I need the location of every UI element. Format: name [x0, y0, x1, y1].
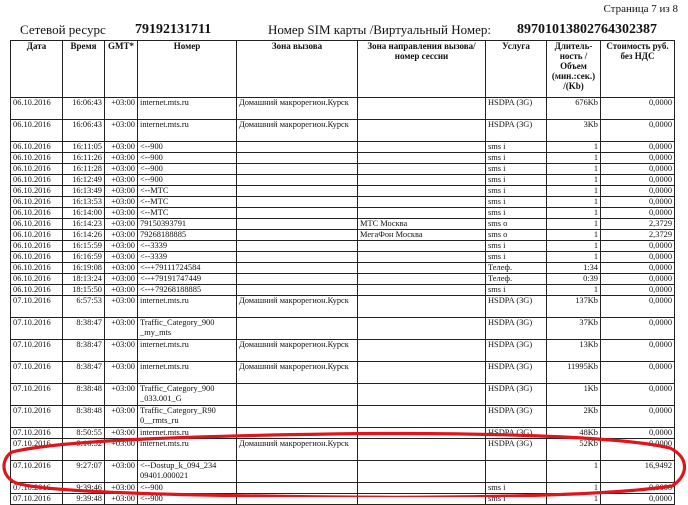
cell-duration: 1 [547, 230, 601, 241]
cell-number: internet.mts.ru [138, 296, 237, 318]
cell-zone [237, 175, 358, 186]
cell-service: sms i [486, 241, 547, 252]
cell-cost: 0,0000 [601, 340, 675, 362]
cell-time: 16:11:26 [63, 153, 105, 164]
cell-time: 16:11:28 [63, 164, 105, 175]
cell-date: 06.10.2016 [11, 120, 63, 142]
table-row [11, 406, 675, 428]
billing-table [10, 40, 675, 505]
cell-zone [237, 483, 358, 494]
cell-date: 06.10.2016 [11, 197, 63, 208]
cell-cost: 0,0000 [601, 252, 675, 263]
cell-cost: 0,0000 [601, 428, 675, 439]
cell-number: internet.mts.ru [138, 428, 237, 439]
cell-zone: Домашний макрорегион.Курск [237, 439, 358, 461]
cell-duration: 1 [547, 461, 601, 483]
cell-duration: 1 [547, 186, 601, 197]
cell-time: 8:38:47 [63, 318, 105, 340]
cell-duration: 3Kb [547, 120, 601, 142]
cell-gmt: +03:00 [105, 461, 138, 483]
cell-duration: 1 [547, 164, 601, 175]
cell-dest-zone [358, 494, 486, 505]
cell-cost: 0,0000 [601, 318, 675, 340]
cell-number: <--Dostup_k_094_234 09401.000021 [138, 461, 237, 483]
cell-time: 16:14:00 [63, 208, 105, 219]
cell-number: <--900 [138, 153, 237, 164]
cell-time: 16:12:49 [63, 175, 105, 186]
cell-dest-zone [358, 142, 486, 153]
cell-number: <--MTC [138, 197, 237, 208]
cell-gmt: +03:00 [105, 494, 138, 505]
cell-dest-zone [358, 439, 486, 461]
cell-time: 16:14:23 [63, 219, 105, 230]
cell-cost: 0,0000 [601, 98, 675, 120]
cell-gmt: +03:00 [105, 340, 138, 362]
cell-dest-zone [358, 461, 486, 483]
resource-label: Сетевой ресурс [20, 22, 106, 37]
cell-service: sms o [486, 230, 547, 241]
cell-number: <--900 [138, 142, 237, 153]
cell-service: HSDPA (3G) [486, 98, 547, 120]
cell-dest-zone [358, 428, 486, 439]
cell-zone [237, 164, 358, 175]
cell-time: 18:13:24 [63, 274, 105, 285]
cell-service: HSDPA (3G) [486, 428, 547, 439]
cell-service: sms i [486, 153, 547, 164]
cell-dest-zone [358, 98, 486, 120]
cell-date: 06.10.2016 [11, 274, 63, 285]
cell-zone: Домашний макрорегион.Курск [237, 120, 358, 142]
cell-zone [237, 241, 358, 252]
cell-zone [237, 197, 358, 208]
cell-time: 16:13:49 [63, 186, 105, 197]
cell-time: 9:39:46 [63, 483, 105, 494]
cell-number: internet.mts.ru [138, 120, 237, 142]
cell-cost: 0,0000 [601, 208, 675, 219]
cell-time: 9:16:52 [63, 439, 105, 461]
table-row [11, 230, 675, 241]
cell-gmt: +03:00 [105, 406, 138, 428]
cell-date: 06.10.2016 [11, 230, 63, 241]
table-row [11, 98, 675, 120]
table-row [11, 263, 675, 274]
cell-gmt: +03:00 [105, 153, 138, 164]
cell-cost: 2,3729 [601, 230, 675, 241]
cell-time: 16:16:59 [63, 252, 105, 263]
col-dest-zone: Зона направления вызова/номер сессии [358, 41, 486, 98]
table-row [11, 296, 675, 318]
cell-time: 8:38:47 [63, 340, 105, 362]
cell-dest-zone [358, 175, 486, 186]
cell-cost: 0,0000 [601, 120, 675, 142]
cell-cost: 0,0000 [601, 153, 675, 164]
table-row [11, 318, 675, 340]
cell-gmt: +03:00 [105, 175, 138, 186]
cell-date: 06.10.2016 [11, 98, 63, 120]
cell-zone [237, 208, 358, 219]
cell-zone [237, 186, 358, 197]
table-row [11, 362, 675, 384]
cell-service: HSDPA (3G) [486, 120, 547, 142]
cell-dest-zone [358, 153, 486, 164]
cell-date: 07.10.2016 [11, 461, 63, 483]
table-row [11, 384, 675, 406]
cell-gmt: +03:00 [105, 219, 138, 230]
cell-duration: 52Kb [547, 439, 601, 461]
col-gmt: GMT* [105, 41, 138, 98]
cell-zone [237, 153, 358, 164]
table-row [11, 483, 675, 494]
cell-gmt: +03:00 [105, 241, 138, 252]
cell-cost: 0,0000 [601, 186, 675, 197]
cell-dest-zone [358, 208, 486, 219]
cell-duration: 1 [547, 197, 601, 208]
cell-dest-zone: МТС Москва [358, 219, 486, 230]
cell-service: HSDPA (3G) [486, 318, 547, 340]
cell-zone [237, 428, 358, 439]
table-row [11, 439, 675, 461]
cell-cost: 0,0000 [601, 263, 675, 274]
cell-number: <--3339 [138, 252, 237, 263]
cell-service: Телеф. [486, 263, 547, 274]
cell-dest-zone [358, 406, 486, 428]
cell-date: 07.10.2016 [11, 362, 63, 384]
cell-number: internet.mts.ru [138, 439, 237, 461]
table-row [11, 164, 675, 175]
cell-service: HSDPA (3G) [486, 439, 547, 461]
cell-duration: 1:34 [547, 263, 601, 274]
cell-cost: 16,9492 [601, 461, 675, 483]
cell-cost: 2,3729 [601, 219, 675, 230]
cell-cost: 0,0000 [601, 241, 675, 252]
col-cost: Стоимость руб. без НДС [601, 41, 675, 98]
cell-gmt: +03:00 [105, 362, 138, 384]
table-row [11, 274, 675, 285]
table-row [11, 197, 675, 208]
cell-zone [237, 230, 358, 241]
sim-value: 89701013802764302387 [517, 22, 657, 37]
cell-number: <--900 [138, 483, 237, 494]
table-row [11, 252, 675, 263]
cell-dest-zone [358, 197, 486, 208]
cell-date: 06.10.2016 [11, 285, 63, 296]
cell-duration: 676Kb [547, 98, 601, 120]
page-number: Страница 7 из 8 [603, 3, 678, 15]
cell-dest-zone [358, 483, 486, 494]
table-row [11, 428, 675, 439]
cell-service: sms i [486, 197, 547, 208]
cell-number: <--+79111724584 [138, 263, 237, 274]
cell-duration: 37Kb [547, 318, 601, 340]
cell-number: <--+79191747449 [138, 274, 237, 285]
cell-service: sms i [486, 175, 547, 186]
cell-date: 06.10.2016 [11, 241, 63, 252]
cell-dest-zone [358, 362, 486, 384]
cell-duration: 1 [547, 153, 601, 164]
cell-zone [237, 274, 358, 285]
cell-gmt: +03:00 [105, 230, 138, 241]
cell-service: HSDPA (3G) [486, 340, 547, 362]
cell-gmt: +03:00 [105, 384, 138, 406]
cell-cost: 0,0000 [601, 483, 675, 494]
cell-time: 9:27:07 [63, 461, 105, 483]
cell-service: sms i [486, 142, 547, 153]
cell-time: 8:38:47 [63, 362, 105, 384]
cell-gmt: +03:00 [105, 274, 138, 285]
cell-duration: 137Kb [547, 296, 601, 318]
cell-duration: 2Kb [547, 406, 601, 428]
cell-service: sms o [486, 219, 547, 230]
table-row [11, 285, 675, 296]
cell-zone: Домашний макрорегион.Курск [237, 362, 358, 384]
cell-gmt: +03:00 [105, 263, 138, 274]
cell-zone [237, 384, 358, 406]
cell-cost: 0,0000 [601, 175, 675, 186]
cell-service: sms i [486, 208, 547, 219]
cell-gmt: +03:00 [105, 318, 138, 340]
cell-service: HSDPA (3G) [486, 362, 547, 384]
table-row [11, 494, 675, 505]
resource-value: 79192131711 [135, 22, 212, 37]
cell-dest-zone [358, 263, 486, 274]
table-row [11, 142, 675, 153]
cell-dest-zone [358, 274, 486, 285]
cell-number: <--+79268188885 [138, 285, 237, 296]
cell-date: 07.10.2016 [11, 384, 63, 406]
cell-service: HSDPA (3G) [486, 384, 547, 406]
cell-time: 9:39:48 [63, 494, 105, 505]
cell-duration: 1Kb [547, 384, 601, 406]
cell-service: sms i [486, 164, 547, 175]
cell-dest-zone [358, 164, 486, 175]
cell-duration: 1 [547, 285, 601, 296]
cell-date: 06.10.2016 [11, 142, 63, 153]
table-row [11, 153, 675, 164]
cell-number: 79268188885 [138, 230, 237, 241]
cell-gmt: +03:00 [105, 428, 138, 439]
cell-cost: 0,0000 [601, 274, 675, 285]
cell-time: 8:38:48 [63, 406, 105, 428]
cell-cost: 0,0000 [601, 142, 675, 153]
cell-gmt: +03:00 [105, 164, 138, 175]
cell-gmt: +03:00 [105, 186, 138, 197]
cell-number: Traffic_Category_900 _my_mts [138, 318, 237, 340]
table-header-row [11, 41, 675, 98]
cell-dest-zone [358, 296, 486, 318]
cell-time: 16:14:26 [63, 230, 105, 241]
cell-date: 07.10.2016 [11, 439, 63, 461]
col-time: Время [63, 41, 105, 98]
cell-dest-zone [358, 241, 486, 252]
cell-cost: 0,0000 [601, 384, 675, 406]
cell-time: 16:11:05 [63, 142, 105, 153]
cell-gmt: +03:00 [105, 98, 138, 120]
cell-cost: 0,0000 [601, 439, 675, 461]
cell-service: HSDPA (3G) [486, 406, 547, 428]
cell-duration: 1 [547, 175, 601, 186]
cell-time: 6:57:53 [63, 296, 105, 318]
cell-date: 06.10.2016 [11, 219, 63, 230]
cell-date: 06.10.2016 [11, 252, 63, 263]
cell-date: 07.10.2016 [11, 483, 63, 494]
cell-zone: Домашний макрорегион.Курск [237, 296, 358, 318]
cell-number: 79150393791 [138, 219, 237, 230]
cell-number: <--900 [138, 164, 237, 175]
cell-zone [237, 406, 358, 428]
cell-gmt: +03:00 [105, 142, 138, 153]
cell-time: 16:15:59 [63, 241, 105, 252]
cell-date: 07.10.2016 [11, 406, 63, 428]
cell-zone: Домашний макрорегион.Курск [237, 98, 358, 120]
document-header [20, 22, 680, 38]
cell-dest-zone [358, 285, 486, 296]
cell-gmt: +03:00 [105, 252, 138, 263]
cell-gmt: +03:00 [105, 208, 138, 219]
cell-gmt: +03:00 [105, 439, 138, 461]
cell-gmt: +03:00 [105, 483, 138, 494]
cell-duration: 1 [547, 494, 601, 505]
cell-service: Телеф. [486, 274, 547, 285]
cell-date: 06.10.2016 [11, 208, 63, 219]
cell-gmt: +03:00 [105, 285, 138, 296]
cell-time: 16:19:08 [63, 263, 105, 274]
cell-date: 06.10.2016 [11, 164, 63, 175]
cell-service: sms i [486, 252, 547, 263]
cell-dest-zone [358, 252, 486, 263]
cell-duration: 1 [547, 483, 601, 494]
col-date: Дата [11, 41, 63, 98]
cell-date: 06.10.2016 [11, 175, 63, 186]
cell-duration: 1 [547, 219, 601, 230]
cell-service: sms i [486, 186, 547, 197]
cell-time: 16:13:53 [63, 197, 105, 208]
cell-cost: 0,0000 [601, 197, 675, 208]
cell-dest-zone [358, 186, 486, 197]
cell-duration: 11995Kb [547, 362, 601, 384]
cell-zone [237, 252, 358, 263]
cell-duration: 1 [547, 241, 601, 252]
cell-duration: 1 [547, 142, 601, 153]
cell-zone [237, 142, 358, 153]
cell-dest-zone [358, 384, 486, 406]
table-row [11, 186, 675, 197]
cell-cost: 0,0000 [601, 362, 675, 384]
col-number: Номер [138, 41, 237, 98]
cell-cost: 0,0000 [601, 494, 675, 505]
cell-dest-zone: МегаФон Москва [358, 230, 486, 241]
cell-number: Traffic_Category_R90 0__rmts_ru [138, 406, 237, 428]
cell-number: internet.mts.ru [138, 98, 237, 120]
cell-gmt: +03:00 [105, 197, 138, 208]
cell-cost: 0,0000 [601, 285, 675, 296]
cell-zone [237, 318, 358, 340]
cell-duration: 1 [547, 252, 601, 263]
cell-time: 8:38:48 [63, 384, 105, 406]
cell-zone [237, 263, 358, 274]
table-row [11, 340, 675, 362]
cell-duration: 48Kb [547, 428, 601, 439]
cell-service: sms i [486, 483, 547, 494]
table-row [11, 241, 675, 252]
cell-service: sms i [486, 285, 547, 296]
cell-date: 07.10.2016 [11, 340, 63, 362]
cell-date: 06.10.2016 [11, 263, 63, 274]
cell-number: <--3339 [138, 241, 237, 252]
cell-service: sms i [486, 494, 547, 505]
cell-number: Traffic_Category_900 _033.001_G [138, 384, 237, 406]
cell-date: 06.10.2016 [11, 153, 63, 164]
cell-number: <--900 [138, 494, 237, 505]
cell-zone [237, 219, 358, 230]
cell-zone [237, 494, 358, 505]
cell-cost: 0,0000 [601, 164, 675, 175]
table-row [11, 120, 675, 142]
cell-dest-zone [358, 120, 486, 142]
cell-time: 18:15:50 [63, 285, 105, 296]
cell-number: internet.mts.ru [138, 362, 237, 384]
table-row [11, 208, 675, 219]
cell-zone [237, 461, 358, 483]
cell-zone [237, 285, 358, 296]
cell-duration: 0:39 [547, 274, 601, 285]
cell-number: <--MTC [138, 208, 237, 219]
table-row [11, 461, 675, 483]
cell-date: 07.10.2016 [11, 494, 63, 505]
col-duration: Длитель-ность /Объем (мин.:сек.) /(Kb) [547, 41, 601, 98]
cell-cost: 0,0000 [601, 296, 675, 318]
sim-label: Номер SIM карты /Виртуальный Номер: [268, 22, 491, 37]
cell-dest-zone [358, 340, 486, 362]
cell-number: <--900 [138, 175, 237, 186]
table-row [11, 219, 675, 230]
cell-duration: 13Kb [547, 340, 601, 362]
cell-gmt: +03:00 [105, 296, 138, 318]
cell-time: 16:06:43 [63, 120, 105, 142]
cell-number: internet.mts.ru [138, 340, 237, 362]
cell-date: 06.10.2016 [11, 186, 63, 197]
cell-time: 8:50:55 [63, 428, 105, 439]
cell-date: 07.10.2016 [11, 428, 63, 439]
cell-dest-zone [358, 318, 486, 340]
cell-service [486, 461, 547, 483]
cell-gmt: +03:00 [105, 120, 138, 142]
cell-date: 07.10.2016 [11, 296, 63, 318]
cell-date: 07.10.2016 [11, 318, 63, 340]
cell-duration: 1 [547, 208, 601, 219]
col-service: Услуга [486, 41, 547, 98]
cell-service: HSDPA (3G) [486, 296, 547, 318]
col-zone: Зона вызова [237, 41, 358, 98]
cell-time: 16:06:43 [63, 98, 105, 120]
cell-number: <--MTC [138, 186, 237, 197]
cell-zone: Домашний макрорегион.Курск [237, 340, 358, 362]
table-row [11, 175, 675, 186]
cell-cost: 0,0000 [601, 406, 675, 428]
